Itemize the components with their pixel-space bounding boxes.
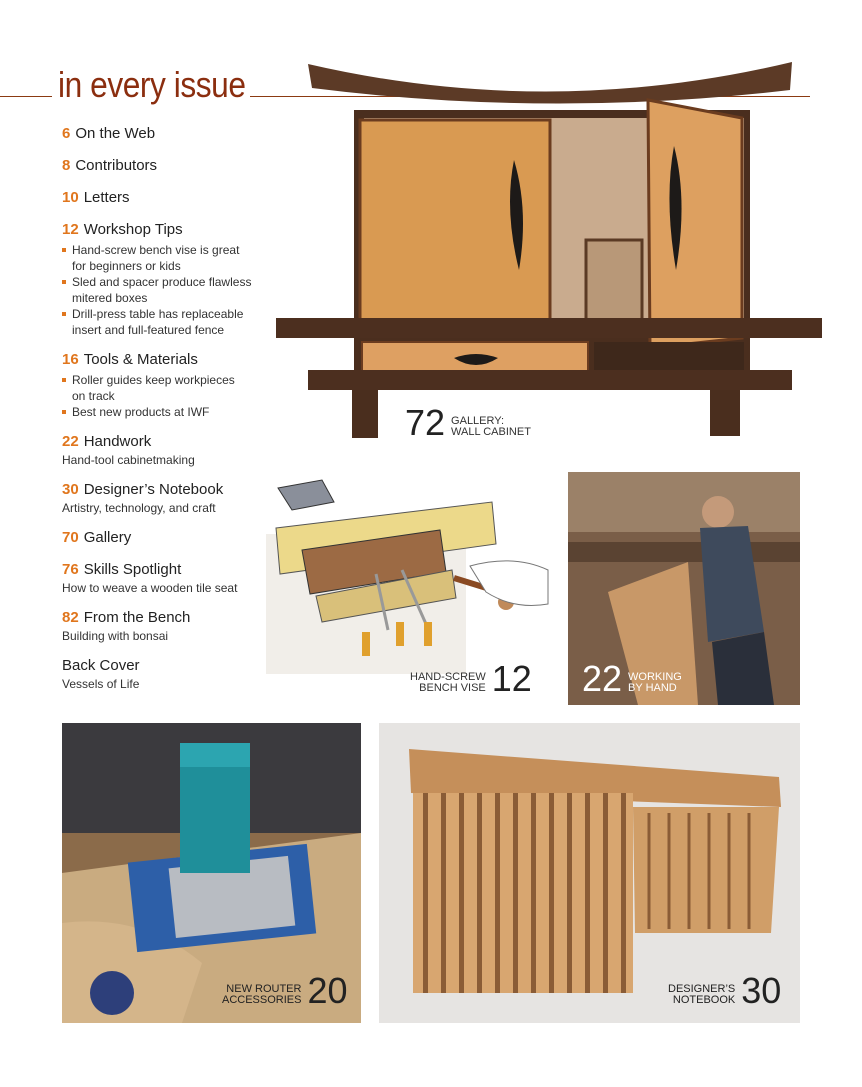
entry-title: On the Web (75, 125, 156, 142)
entry-title: Contributors (75, 157, 158, 174)
entry-subtitle: Building with bonsai (62, 629, 169, 643)
entry-subtitle: How to weave a wooden tile seat (62, 581, 238, 595)
hand-caption (582, 658, 682, 699)
entry-title: Designer’s Notebook (83, 481, 224, 498)
page-number: 76 (62, 561, 79, 578)
page-number: 16 (62, 351, 79, 368)
router-caption (222, 970, 348, 1011)
page-number: 12 (62, 221, 79, 238)
gallery-page-number: 72 (405, 402, 446, 443)
toc-entry[interactable] (62, 124, 282, 144)
page-number: 10 (62, 189, 79, 206)
wall-cabinet-illustration (274, 60, 826, 442)
page-number: 82 (62, 609, 79, 626)
bullet-list (62, 242, 282, 338)
page-number: 22 (62, 433, 79, 450)
page-number: 30 (62, 481, 79, 498)
bullet-item: Best new products at IWF (62, 404, 282, 420)
toc-entry[interactable] (62, 350, 282, 420)
gallery-caption-text: GALLERY: WALL CABINET (451, 415, 531, 438)
toc-entry[interactable] (62, 608, 282, 644)
toc-entry[interactable] (62, 432, 282, 468)
toc-entry[interactable] (62, 560, 282, 596)
bullet-item: Sled and spacer produce flawless mitered boxes (62, 274, 282, 306)
bullet-item: Roller guides keep workpieces on track (62, 372, 282, 404)
toc-entry[interactable] (62, 528, 282, 548)
notebook-page-number: 30 (741, 970, 782, 1011)
bullet-item: Drill-press table has replaceable insert and full-featured fence (62, 306, 282, 338)
entry-title: Gallery (83, 529, 132, 546)
page-number: 8 (62, 157, 71, 174)
vise-page-number: 12 (491, 658, 532, 699)
entry-title: Skills Spotlight (83, 561, 182, 578)
bullet-list (62, 372, 282, 420)
toc-entry[interactable] (62, 156, 282, 176)
toc-entry[interactable] (62, 220, 282, 338)
toc-entry[interactable] (62, 656, 282, 692)
header-rule-left (0, 96, 52, 97)
page-title: in every issue (58, 64, 246, 105)
entry-title: Workshop Tips (83, 221, 183, 238)
table-of-contents (62, 124, 282, 704)
gallery-caption (405, 402, 531, 443)
notebook-caption-text: DESIGNER’S NOTEBOOK (668, 983, 736, 1006)
wall-cabinet-photo (274, 60, 826, 442)
entry-title: Letters (83, 189, 130, 206)
router-page-number: 20 (307, 970, 348, 1011)
entry-subtitle: Vessels of Life (62, 677, 140, 691)
page-number: 6 (62, 125, 71, 142)
entry-subtitle: Hand-tool cabinetmaking (62, 453, 195, 467)
hand-caption-text: WORKING BY HAND (628, 671, 682, 694)
vise-caption (410, 658, 532, 699)
toc-entry[interactable] (62, 480, 282, 516)
entry-title: Tools & Materials (83, 351, 198, 368)
entry-subtitle: Artistry, technology, and craft (62, 501, 216, 515)
hand-page-number: 22 (582, 658, 623, 699)
bullet-item: Hand-screw bench vise is great for beginners or kids (62, 242, 282, 274)
entry-title: Back Cover (62, 657, 140, 674)
notebook-caption (668, 970, 782, 1011)
vise-caption-text: HAND-SCREW BENCH VISE (410, 671, 486, 694)
toc-entry[interactable] (62, 188, 282, 208)
router-caption-text: NEW ROUTER ACCESSORIES (222, 983, 302, 1006)
entry-title: Handwork (83, 433, 152, 450)
page-number: 70 (62, 529, 79, 546)
entry-title: From the Bench (83, 609, 191, 626)
